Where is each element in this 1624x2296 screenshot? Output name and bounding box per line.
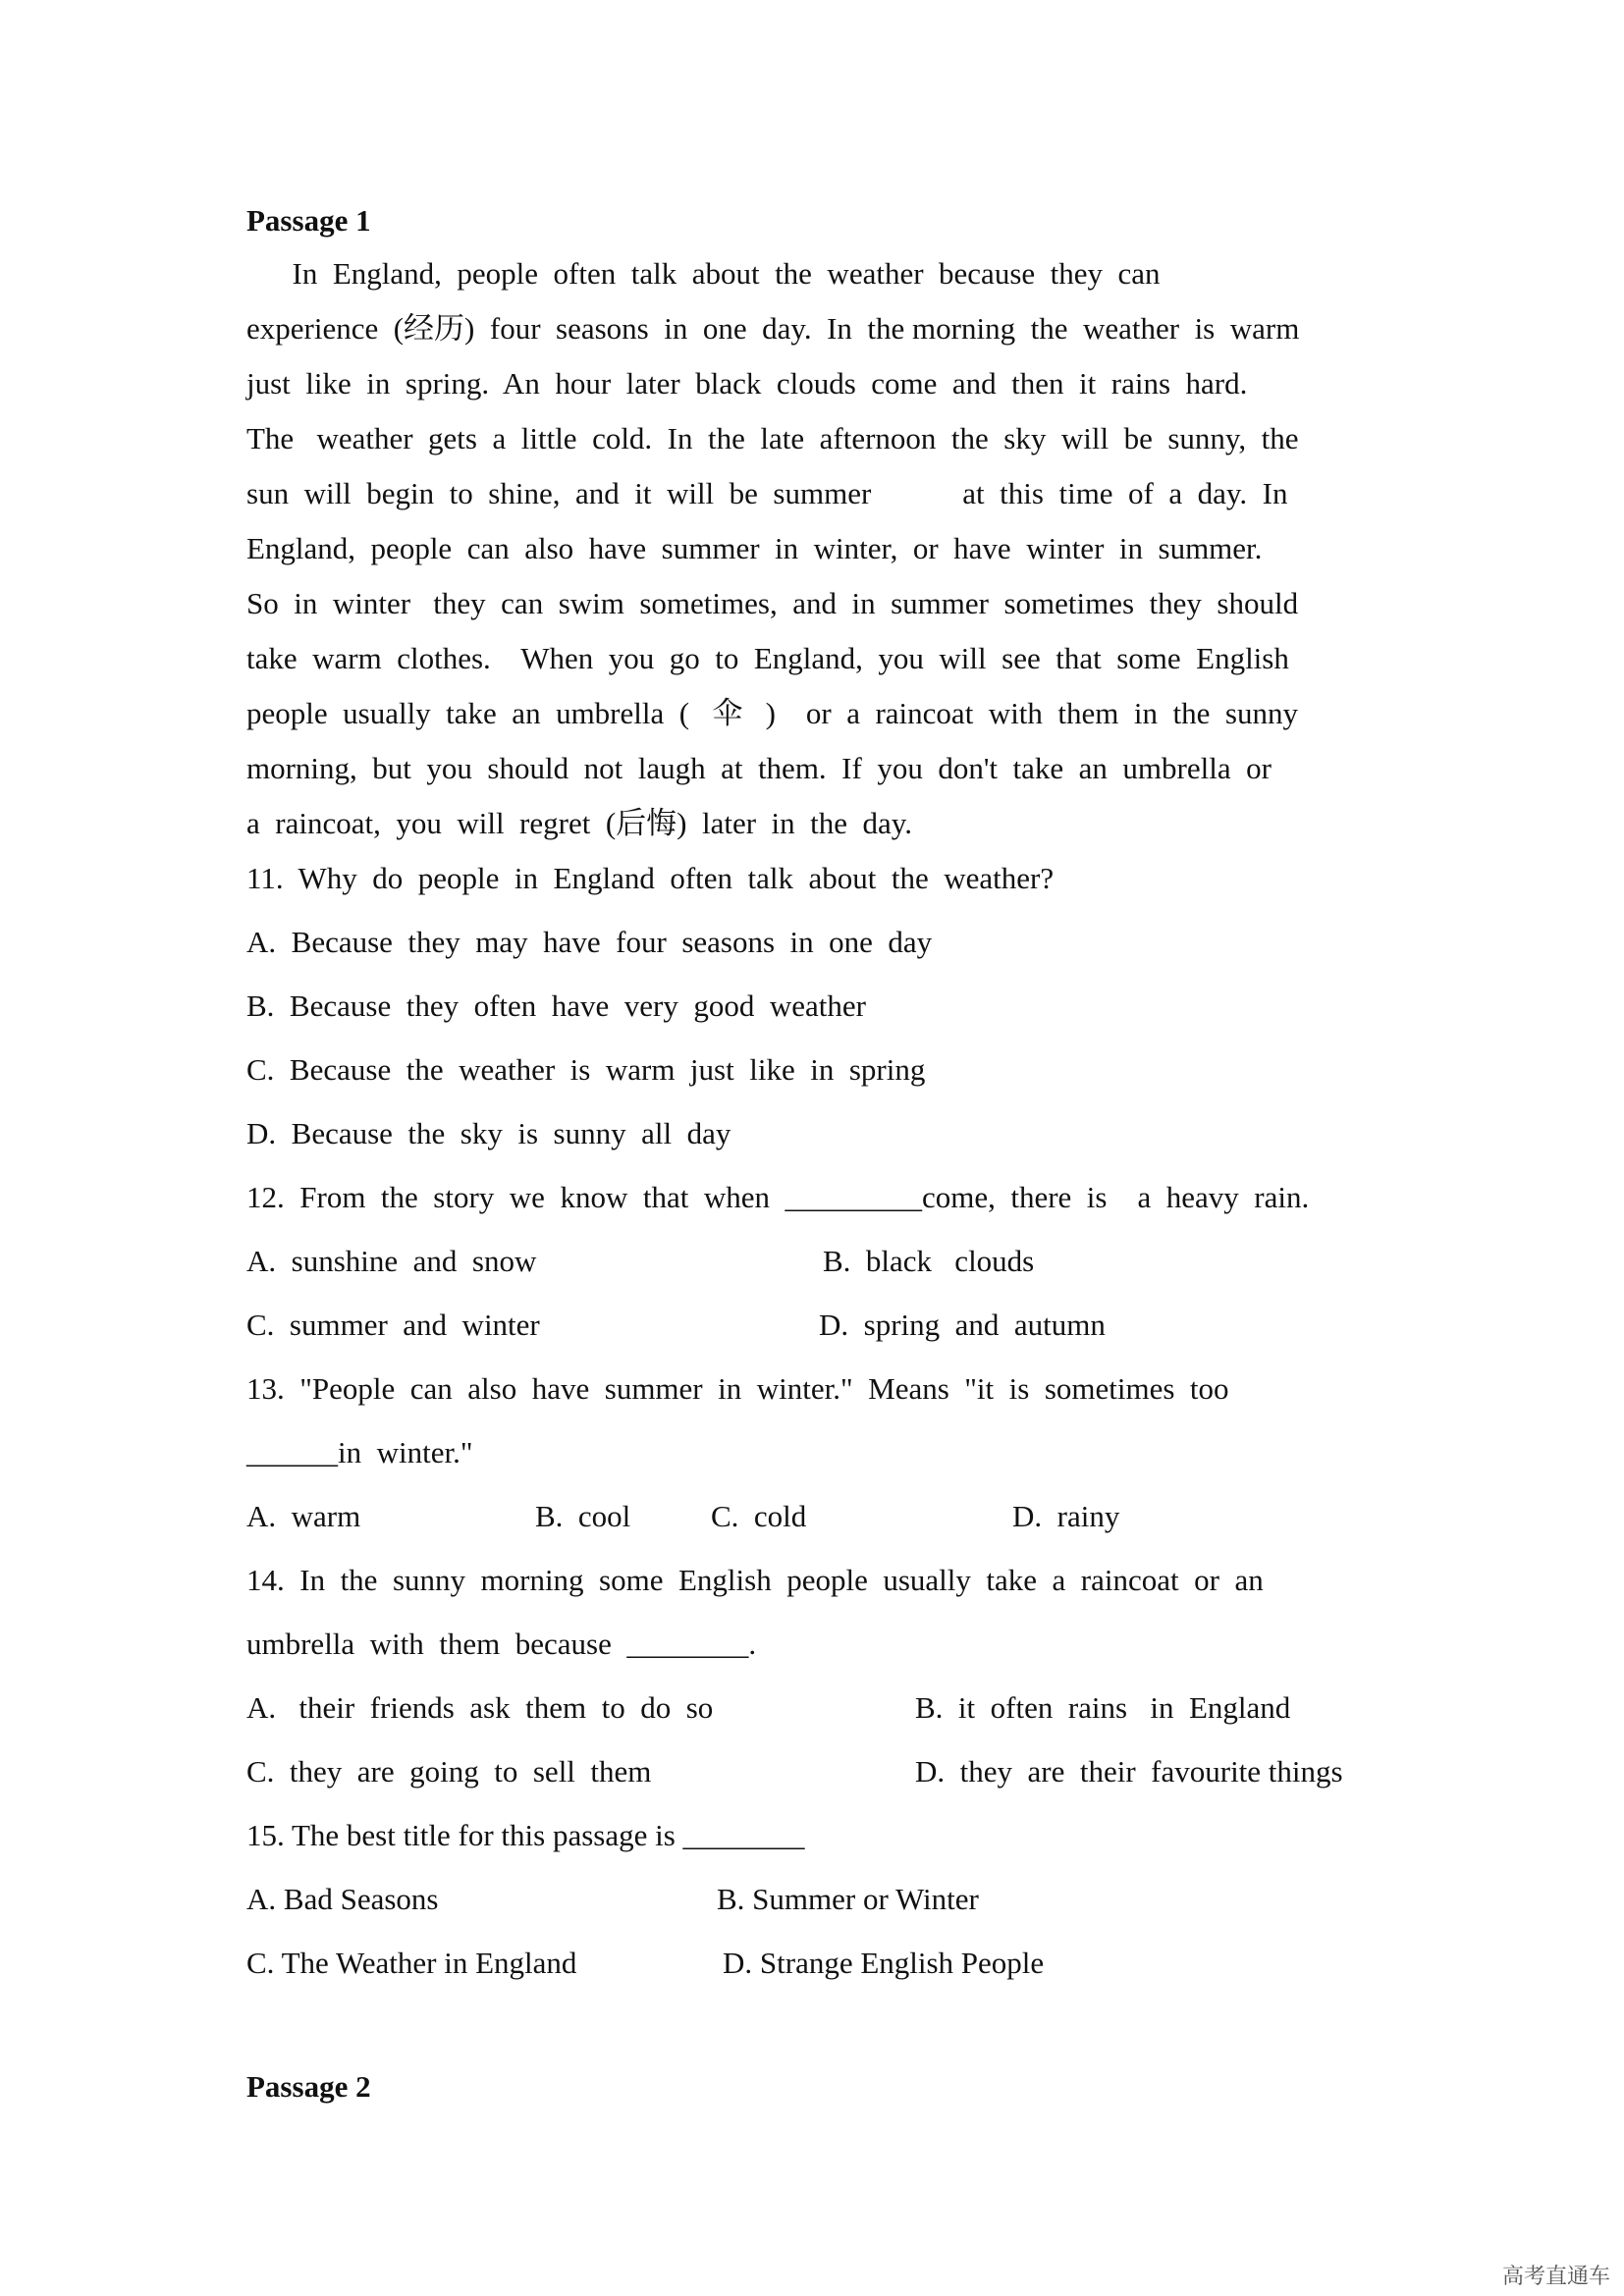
passage-line: The weather gets a little cold. In the late afternoon the sky will be sunny, the (246, 421, 1299, 455)
question-12-option-b: B. black clouds (823, 1244, 1035, 1278)
question-11-stem: 11. Why do people in England often talk about the weather? (246, 861, 1055, 895)
passage-2-heading: Passage 2 (246, 2069, 371, 2104)
question-14-option-b: B. it often rains in England (915, 1690, 1291, 1725)
passage-line: people usually take an umbrella ( 伞 ) or a raincoat with them in the sunny (246, 696, 1298, 730)
passage-line: morning, but you should not laugh at them. If you don't take an umbrella or (246, 751, 1272, 785)
question-15-option-b: B. Summer or Winter (717, 1882, 979, 1916)
question-11-option-b: B. Because they often have very good weather (246, 988, 866, 1023)
question-15-option-c: C. The Weather in England (246, 1946, 577, 1980)
passage-line: take warm clothes. When you go to England, you will see that some English (246, 641, 1289, 675)
passage-line: a raincoat, you will regret (后悔) later in the day. (246, 806, 913, 840)
passage-line: So in winter they can swim sometimes, and in summer sometimes they should (246, 586, 1299, 620)
passage-1-heading: Passage 1 (246, 203, 371, 238)
question-12-option-c: C. summer and winter (246, 1308, 540, 1342)
question-12-stem: 12. From the story we know that when _________come, there is a heavy rain. (246, 1180, 1310, 1214)
question-11-option-a: A. Because they may have four seasons in one day (246, 925, 933, 959)
question-12-option-a: A. sunshine and snow (246, 1244, 537, 1278)
question-14-stem-line-1: 14. In the sunny morning some English people usually take a raincoat or an (246, 1563, 1264, 1597)
question-14-option-d: D. they are their favourite things (915, 1754, 1343, 1789)
question-13-option-d: D. rainy (1012, 1499, 1120, 1533)
passage-line: experience (经历) four seasons in one day. In the morning the weather is warm (246, 311, 1300, 346)
question-13-option-a: A. warm (246, 1499, 361, 1533)
passage-line: England, people can also have summer in winter, or have winter in summer. (246, 531, 1263, 565)
question-14-option-c: C. they are going to sell them (246, 1754, 652, 1789)
question-15-option-a: A. Bad Seasons (246, 1882, 439, 1916)
passage-line: sun will begin to shine, and it will be summer at this time of a day. In (246, 476, 1288, 510)
question-12-option-d: D. spring and autumn (819, 1308, 1106, 1342)
question-13-option-c: C. cold (711, 1499, 807, 1533)
question-13-stem-line-1: 13. "People can also have summer in winter." Means "it is sometimes too (246, 1371, 1229, 1406)
question-13-option-b: B. cool (535, 1499, 631, 1533)
question-11-option-c: C. Because the weather is warm just like in spring (246, 1052, 926, 1087)
question-13-stem-line-2: ______in winter." (246, 1435, 473, 1469)
question-15-option-d: D. Strange English People (723, 1946, 1045, 1980)
watermark: 高考直通车 (1501, 2265, 1610, 2289)
passage-line: In England, people often talk about the weather because they can (246, 256, 1161, 291)
question-14-stem-line-2: umbrella with them because ________. (246, 1627, 757, 1661)
passage-line: just like in spring. An hour later black clouds come and then it rains hard. (246, 366, 1248, 400)
question-15-stem: 15. The best title for this passage is ________ (246, 1818, 805, 1852)
question-14-option-a: A. their friends ask them to do so (246, 1690, 714, 1725)
question-11-option-d: D. Because the sky is sunny all day (246, 1116, 731, 1150)
